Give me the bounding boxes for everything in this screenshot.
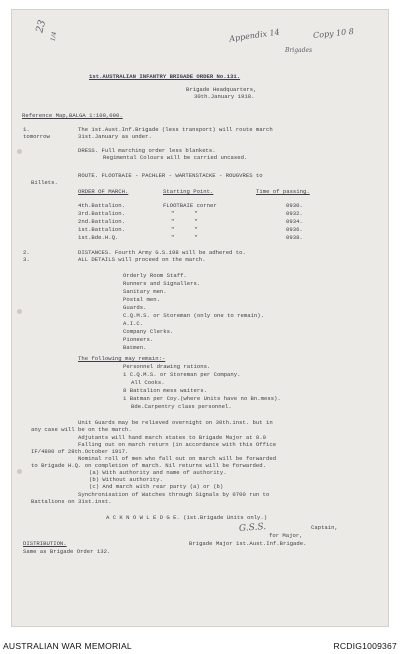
detail-item: Orderly Room Staff. (123, 272, 187, 279)
march-start: " " (171, 226, 198, 233)
detail-item: Runners and Signallers. (123, 280, 201, 287)
remain-item: 1 Batman per Coy.(where Units have no Bn.mess). (123, 395, 281, 402)
header-location: Brigade Headquarters, (186, 86, 257, 93)
march-time: 0930. (286, 202, 303, 209)
march-time: 0932. (286, 210, 303, 217)
detail-item: A.I.C. (123, 320, 144, 327)
para-5-line-1: Adjutants will hand march states to Brigade Major at 8.0 (78, 434, 266, 441)
march-header-start: Starting Point. (163, 188, 214, 195)
para-2-number: 2. (23, 249, 30, 256)
annotation-top-left-2: 1/4 (49, 31, 59, 42)
detail-item: Pioneers. (123, 336, 154, 343)
march-unit: 4th.Battalion. (78, 202, 125, 209)
march-header-order: ORDER OF MARCH. (78, 188, 129, 195)
para-2-text: DISTANCES. Fourth Army G.S.198 will be adhered to. (78, 249, 246, 256)
detail-item: C.Q.M.S. or Storeman (only one to remain). (123, 312, 264, 319)
detail-item: Guards. (123, 304, 147, 311)
signature-mark: G.S.S. (238, 522, 267, 534)
route-line-2: Billets. (31, 179, 58, 186)
march-time: 0936. (286, 226, 303, 233)
annotation-copy: Copy 10 8 (312, 26, 355, 41)
remain-item: 8 Battalion mess waiters. (123, 387, 207, 394)
para-5-line-3: IF/4800 of 28th.October 1917. (31, 448, 129, 455)
signature-title: Brigade Major 1st.Aust.Inf.Brigade. (189, 540, 307, 547)
march-start: FLOOTBAIE corner (163, 202, 217, 209)
march-start: " " (171, 234, 198, 241)
para-5-a: (a) With authority and name of authority. (89, 469, 227, 476)
signature-rank: Captain, (311, 524, 338, 531)
march-unit: 3rd.Battalion. (78, 210, 125, 217)
para-5-line-5: to Brigade H.Q. on completion of march. Nil returns will be forwarded. (31, 462, 266, 469)
signature-for: for Major, (269, 532, 303, 539)
para-5-line-4: Nominal roll of men who fall out on march will be forwarded (78, 455, 277, 462)
march-header-time: Time of passing. (256, 188, 310, 195)
remain-item: Personnel drawing rations. (123, 363, 211, 370)
para-4-line-2: any case will be on the march. (31, 426, 132, 433)
march-unit: 1st.Battalion. (78, 226, 125, 233)
sync-line-1: Synchronisation of Watches through Signals by 0700 run to (78, 491, 270, 498)
route-line-1: ROUTE. FLOOTBAIE - PACHLER - WARTENSTACKE - ROUGVRES to (78, 172, 263, 179)
annotation-brigades: Brigades (285, 47, 313, 54)
para-5-b: (b) Without authority. (89, 476, 163, 483)
remain-item: Bde.Carpentry class personnel. (131, 403, 232, 410)
para-4-line-1: Unit Guards may be relieved overnight on 30th.inst. but in (78, 419, 273, 426)
detail-item: Company Clerks. (123, 328, 174, 335)
march-time: 0934. (286, 218, 303, 225)
para-1-number: 1. (23, 126, 30, 133)
para-1-margin: tomorrow (23, 133, 50, 140)
dress-line-1: DRESS. Full marching order less blankets. (78, 147, 216, 154)
remain-heading: The following may remain:- (78, 355, 166, 362)
para-1-line-1: The 1st.Aust.Inf.Brigade (less transport) will route march (78, 126, 273, 133)
detail-item: Postal men. (123, 296, 160, 303)
footer-left: AUSTRALIAN WAR MEMORIAL (3, 641, 132, 651)
march-unit: 2nd.Battalion. (78, 218, 125, 225)
reference-map: Reference Map,BALGA 1:100,000. (22, 112, 123, 119)
remain-item: All Cooks. (131, 379, 165, 386)
para-5-c: (c) And march with rear party (a) or (b) (89, 483, 224, 490)
remain-item: 1 C.Q.M.S. or Storeman per Company. (123, 371, 241, 378)
sync-line-2: Battalions on 31st.inst. (31, 498, 112, 505)
dress-line-2: Regimental Colours will be carried uncased. (103, 154, 248, 161)
acknowledge: A C K N O W L E D G E. (1st.Brigade Units only.) (106, 514, 268, 521)
annotation-appendix: Appendix 14 (228, 27, 281, 44)
march-time: 0938. (286, 234, 303, 241)
march-start: " " (171, 210, 198, 217)
footer-right: RCDIG1009367 (333, 641, 397, 651)
annotation-top-left: 23 (34, 18, 49, 35)
para-3-text: ALL DETAILS will proceed on the march. (78, 256, 206, 263)
detail-item: Sanitary men. (123, 288, 167, 295)
para-1-line-2: 31st.January as under. (78, 133, 152, 140)
distribution-heading: DISTRIBUTION. (23, 540, 67, 547)
para-3-number: 3. (23, 256, 30, 263)
header-date: 30th.January 1918. (194, 93, 255, 100)
order-title: 1st.AUSTRALIAN INFANTRY BRIGADE ORDER No.131. (89, 73, 241, 80)
document-page (11, 9, 389, 627)
detail-item: Batmen. (123, 344, 147, 351)
distribution-text: Same as Brigade Order 132. (23, 548, 111, 555)
para-5-line-2: Falling out on march return (in accordance with this Office (78, 441, 277, 448)
march-unit: 1st.Bde.H.Q. (78, 234, 119, 241)
march-start: " " (171, 218, 198, 225)
